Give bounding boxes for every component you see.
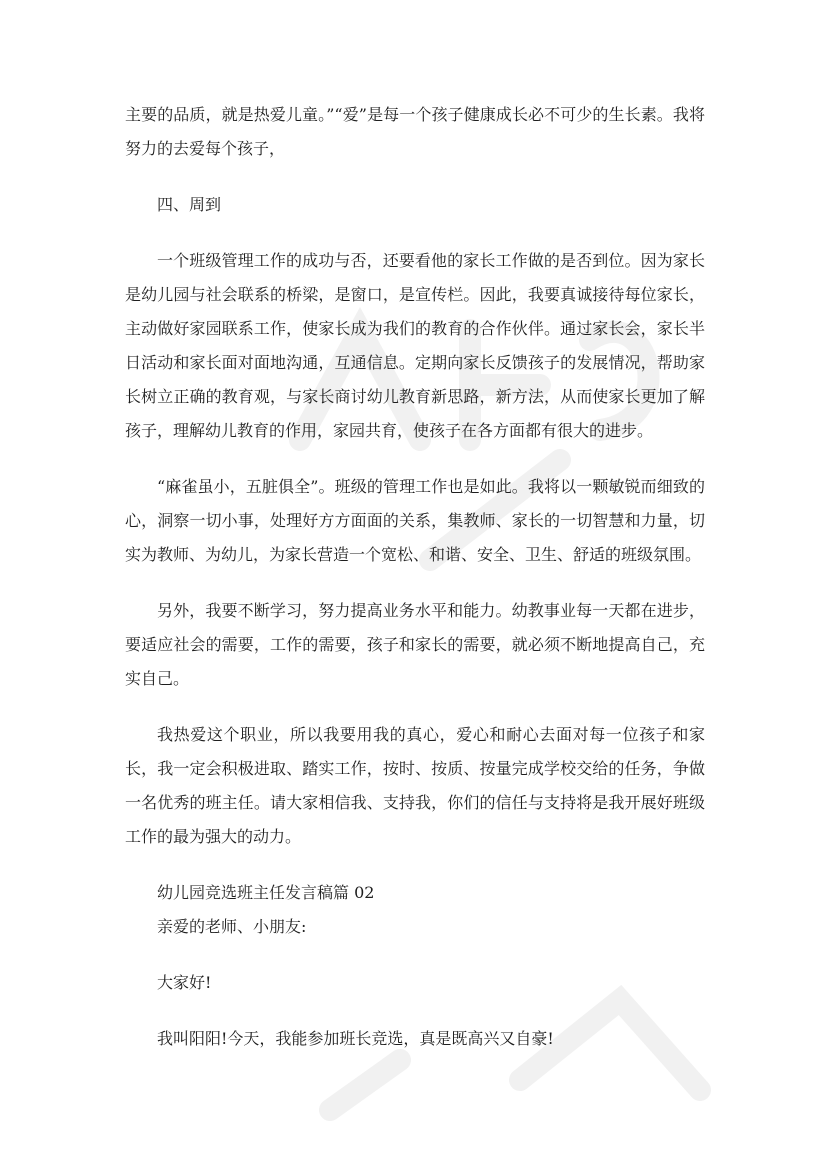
paragraph-love: 主要的品质，就是热爱儿童。”“爱”是每一个孩子健康成长必不可少的生长素。我将努力的去爱每个孩子， xyxy=(125,105,705,158)
salutation: 亲爱的老师、小朋友: xyxy=(157,917,307,936)
paragraph-commitment: 我热爱这个职业，所以我要用我的真心，爱心和耐心去面对每一位孩子和家长，我一定会积极进取、踏实工作，按时、按质、按量完成学校交给的任务，争做一名优秀的班主任。请大家相信我、支持我，你们的信任与支持将是我开展好班级工作的最为强大的动力。 xyxy=(125,725,705,846)
paragraph-sparrow: “麻雀虽小，五脏俱全”。班级的管理工作也是如此。我将以一颗敏锐而细致的心，洞察一切小事，处理好方方面面的关系，集教师、家长的一切智慧和力量，切实为教师、为幼儿，为家长营造一个宽松、和谐、安全、卫生、舒适的班级氛围。 xyxy=(125,477,705,564)
paragraph-learning: 另外，我要不断学习，努力提高业务水平和能力。幼教事业每一天都在进步，要适应社会的需要，工作的需要，孩子和家长的需要，就必须不断地提高自己，充实自己。 xyxy=(125,601,705,688)
greeting: 大家好! xyxy=(157,973,212,992)
section-heading-four: 四、周到 xyxy=(157,195,222,214)
self-introduction: 我叫阳阳!今天，我能参加班长竞选，真是既高兴又自豪! xyxy=(157,1029,554,1048)
paragraph-parents: 一个班级管理工作的成功与否，还要看他的家长工作做的是否到位。因为家长是幼儿园与社会联系的桥梁，是窗口，是宣传栏。因此，我要真诚接待每位家长，主动做好家园联系工作，使家长成为我们的教育的合作伙伴。通过家长会，家长半日活动和家长面对面地沟通，互通信息。定期向家长反馈孩子的发展情况，帮助家长树立正确的教育观，与家长商讨幼儿教育新思路，新方法，从而使家长更加了解孩子，理解幼儿教育的作用，家园共育，使孩子在各方面都有很大的进步。 xyxy=(125,251,705,440)
document-body xyxy=(125,98,705,1056)
article-title-02: 幼儿园竞选班主任发言稿篇 02 xyxy=(157,883,375,902)
